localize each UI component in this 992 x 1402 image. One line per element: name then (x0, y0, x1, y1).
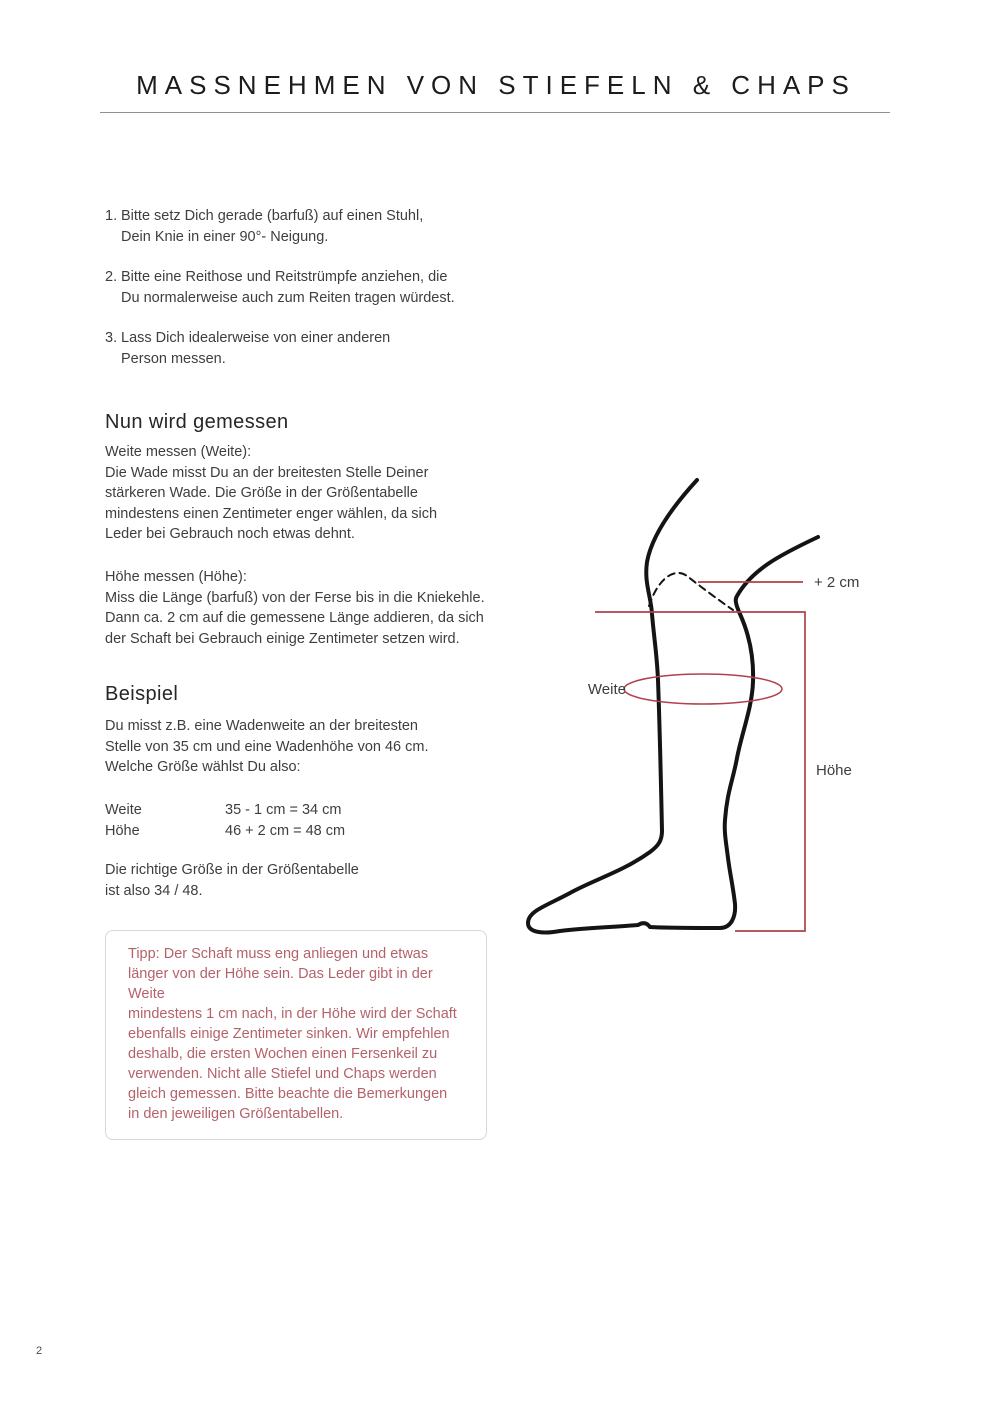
paragraph-weite-messen: Weite messen (Weite): Die Wade misst Du an der breitesten Stelle Deiner stärkeren Wade. Die Größe in der Größentabelle mindestens einen Zentimeter enger wählen, da sich Leder bei Gebrauch noch etwas dehnt. (105, 444, 438, 542)
list-item-number: 3. (105, 330, 118, 346)
plus-2cm-label: + 2 cm (814, 574, 860, 591)
tip-box: Tipp: Der Schaft muss eng anliegen und etwas länger von der Höhe sein. Das Leder gibt in der Weite mindestens 1 cm nach, in der Höhe wird der Schaft ebenfalls einige Zentimeter sinken. Wir empfehlen deshalb, die ersten Wochen einen Fersenkeil zu verwenden. Nicht alle Stiefel und Chaps werden gleich gemessen. Bitte beachte die Bemerkungen in den jeweiligen Größentabellen. (105, 930, 487, 1140)
calc-label: Weite (105, 802, 142, 818)
instructions-list (105, 206, 515, 389)
calc-row-hoehe (105, 821, 515, 842)
list-item (105, 328, 515, 370)
calc-value: 46 + 2 cm = 48 cm (225, 822, 346, 839)
weite-label: Weite (587, 681, 626, 698)
section-heading-example: Beispiel (105, 683, 179, 705)
page-title: MASSNEHMEN VON STIEFELN & CHAPS (136, 70, 856, 100)
list-item-text: Bitte setz Dich gerade (barfuß) auf einen Stuhl, Dein Knie in einer 90°- Neigung. (121, 208, 424, 245)
page-number: 2 (36, 1345, 43, 1357)
calc-label: Höhe (105, 822, 140, 839)
leg-diagram-svg (500, 450, 920, 950)
list-item-number: 1. (105, 208, 118, 224)
calc-row-weite (105, 800, 515, 821)
section-heading-measure: Nun wird gemessen (105, 411, 289, 433)
list-item (105, 206, 515, 248)
calc-value: 35 - 1 cm = 34 cm (225, 802, 342, 818)
measurement-lines (595, 582, 805, 931)
list-item-text: Lass Dich idealerweise von einer anderen Person messen. (121, 330, 391, 367)
hoehe-label: Höhe (816, 762, 852, 779)
paragraph-example-intro: Du misst z.B. eine Wadenweite an der breitesten Stelle von 35 cm und eine Wadenhöhe von 46 cm. Welche Größe wählst Du also: (105, 718, 429, 775)
title-divider (100, 112, 890, 113)
weite-measure-ellipse (624, 674, 782, 704)
list-item-number: 2. (105, 269, 118, 285)
hoehe-measure-line (595, 612, 805, 931)
leg-outline (528, 480, 818, 932)
paragraph-example-result: Die richtige Größe in der Größentabelle ist also 34 / 48. (105, 862, 359, 899)
kneecap-dashed-curve (649, 573, 733, 610)
calculation-table (105, 800, 515, 841)
list-item (105, 267, 515, 309)
list-item-text: Bitte eine Reithose und Reitstrümpfe anziehen, die Du normalerweise auch zum Reiten tragen würdest. (121, 269, 455, 306)
paragraph-hoehe-messen: Höhe messen (Höhe): Miss die Länge (barfuß) von der Ferse bis in die Kniekehle. Dann ca. 2 cm auf die gemessene Länge addieren, da sich der Schaft bei Gebrauch einige Zentimeter setzen wird. (105, 569, 485, 647)
leg-measurement-diagram (500, 450, 920, 950)
